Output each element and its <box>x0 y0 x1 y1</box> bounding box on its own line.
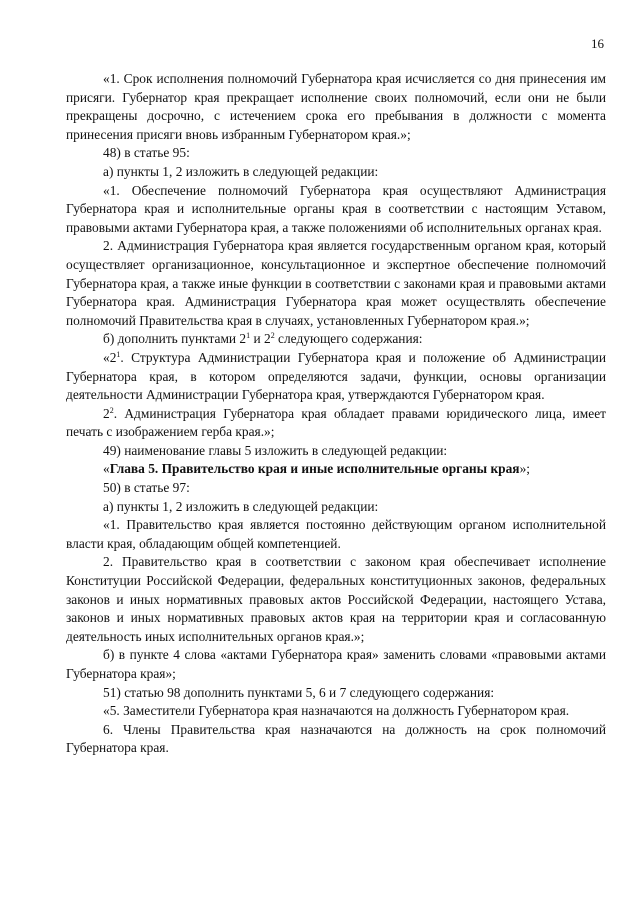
document-body <box>66 70 606 758</box>
paragraph: «1. Срок исполнения полномочий Губернатора края исчисляется со дня принесения им присяги. Губернатор края прекращает исполнение своих полномочий, если они не были прекращены досрочно, с истечением срока его пребывания в должности с момента принесения присяги вновь избранным Губернатором края.»; <box>66 71 606 142</box>
paragraph: б) дополнить пунктами $2^1$ и $2^2$ следующего содержания: <box>103 331 423 347</box>
paragraph: 49) наименование главы 5 изложить в следующей редакции: <box>103 442 448 458</box>
paragraph: «1. Обеспечение полномочий Губернатора края осуществляют Администрация Губернатора края и исполнительные органы края в соответствии с настоящим Уставом, правовыми актами Губернатора края, а также положениями об исполнительных органах края. <box>66 182 606 235</box>
paragraph: 2. Правительство края в соответствии с законом края обеспечивает исполнение Конституции Российской Федерации, федеральных конституционных законов, федеральных законов и иных нормативных правовых актов Российской Федерации, настоящего Устава, законов и иных нормативных правовых актов края на территории края и согласованную деятельность иных исполнительных органов края.»; <box>66 554 606 644</box>
paragraph: «5. Заместители Губернатора края назначаются на должность Губернатором края. <box>103 703 570 719</box>
superscript: 2 <box>270 331 275 341</box>
superscript: 2 <box>109 405 114 415</box>
superscript: 1 <box>116 349 121 359</box>
paragraph: «$2^1$. Структура Администрации Губернатора края и положение об Администрации Губернатора края, в котором определяются задачи, функции, основы организации деятельности Администрации Губернатора края, утверждаются Губернатором края. <box>66 349 606 403</box>
paragraph: 6. Члены Правительства края назначаются на должность на срок полномочий Губернатора края. <box>66 721 606 756</box>
chapter-heading: «Глава 5. Правительство края и иные исполнительные органы края»; <box>103 461 530 477</box>
superscript: 1 <box>246 331 251 341</box>
paragraph: $2^2$. Администрация Губернатора края обладает правами юридического лица, имеет печать с изображением герба края.»; <box>66 405 606 440</box>
paragraph: 51) статью 98 дополнить пунктами 5, 6 и 7 следующего содержания: <box>103 684 495 700</box>
chapter-title: Глава 5. Правительство края и иные исполнительные органы края <box>109 461 520 477</box>
paragraph: а) пункты 1, 2 изложить в следующей редакции: <box>103 163 379 179</box>
paragraph: 2. Администрация Губернатора края является государственным органом края, который осуществляет организационное, консультационное и экспертное обеспечение полномочий Губернатора края, а также иные функции в соответствии с законами края и правовыми актами Губернатора края. Администрация Губернатора края может осуществлять обеспечение полномочий Правительства края в случаях, установленных Губернатором края.»; <box>66 238 606 328</box>
paragraph: а) пункты 1, 2 изложить в следующей редакции: <box>103 498 379 514</box>
paragraph: «1. Правительство края является постоянно действующим органом исполнительной власти края, обладающим общей компетенцией. <box>66 517 606 551</box>
paragraph: б) в пункте 4 слова «актами Губернатора края» заменить словами «правовыми актами Губернатора края»; <box>66 647 606 681</box>
page-number: 16 <box>591 36 604 51</box>
paragraph: 48) в статье 95: <box>103 145 190 161</box>
paragraph: 50) в статье 97: <box>103 480 190 496</box>
